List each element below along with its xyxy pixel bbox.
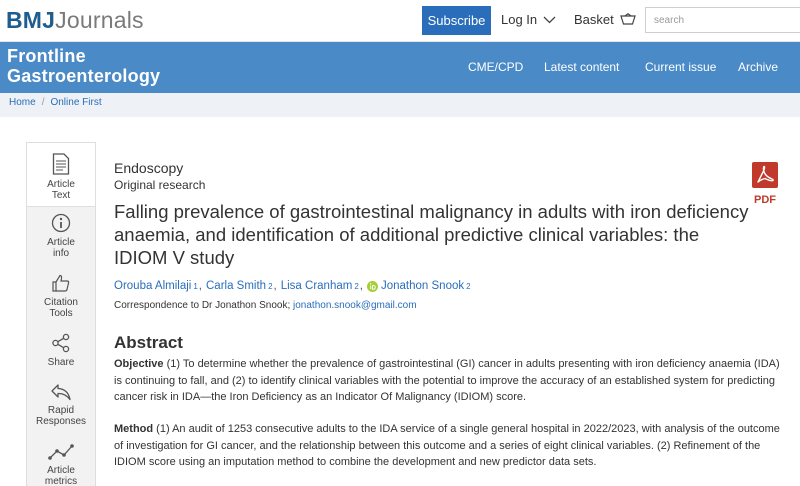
basket-link[interactable]: [574, 12, 636, 27]
author-link[interactable]: Lisa Cranham: [280, 280, 353, 292]
affiliation-ref[interactable]: 2: [268, 281, 273, 291]
bmj-journals-logo[interactable]: BMJJournals: [6, 7, 144, 33]
rail-citation-tools[interactable]: Citation Tools: [27, 273, 95, 319]
subscribe-button[interactable]: Subscribe: [422, 6, 491, 35]
nav-archive[interactable]: Archive: [738, 60, 779, 74]
chevron-down-icon: [543, 16, 556, 24]
nav-cme-cpd[interactable]: CME/CPD: [468, 60, 524, 74]
abstract-method: Method (1) An audit of 1253 consecutive adults to the IDA service of a single general hospital in 2022/2023, with analysis of the outcome of investigation for GI cancer, and the relationship between this outcome and a series of eight clinical variables. (2) Refinement of the IDIOM score using an imputation method to combine the development and new predictor data sets.: [114, 423, 780, 468]
basket-icon: [620, 13, 636, 26]
article-type: Original research: [114, 178, 206, 192]
thumbs-up-icon: [51, 273, 71, 293]
rail-article-metrics[interactable]: Article metrics: [27, 443, 95, 486]
pdf-label: PDF: [754, 194, 776, 206]
reply-icon: [50, 383, 72, 401]
breadcrumb-bar: [0, 93, 800, 117]
author-link[interactable]: Carla Smith: [206, 280, 267, 292]
login-label: Log In: [501, 12, 538, 27]
orcid-icon[interactable]: [367, 281, 378, 292]
breadcrumb-online-first[interactable]: Online First: [50, 97, 102, 108]
correspondence: Correspondence to Dr Jonathon Snook; jonathon.snook@gmail.com: [114, 300, 417, 311]
affiliation-ref[interactable]: 2: [466, 281, 471, 291]
article-title: Falling prevalence of gastrointestinal malignancy in adults with iron deficiency anaemia, and identification of additional predictive clinical variables: the IDIOM V study: [114, 201, 749, 268]
abstract-objective: Objective (1) To determine whether the prevalence of gastrointestinal (GI) cancer in adults presenting with iron deficiency anaemia (IDA) is continuing to fall, and (2) to identify clinical variables with the potential to improve the accuracy of an established system for predicting cancer risk in IDA—the Iron Deficiency as an Indicator Of Malignancy (IDIOM) score.: [114, 358, 780, 403]
rail-article-info[interactable]: Article info: [27, 213, 95, 259]
breadcrumb-home[interactable]: Home: [9, 97, 36, 108]
document-icon: [52, 153, 70, 175]
login-menu[interactable]: [501, 12, 556, 27]
author-link[interactable]: Jonathon Snook: [380, 280, 465, 292]
metrics-icon: [48, 443, 74, 461]
author-link[interactable]: Orouba Almilaji: [114, 280, 192, 292]
basket-label: Basket: [574, 12, 614, 27]
objective-label: Objective: [114, 358, 164, 370]
pdf-icon: [752, 162, 778, 188]
correspondence-email-link[interactable]: jonathon.snook@gmail.com: [293, 300, 417, 311]
nav-latest-content[interactable]: Latest content: [544, 60, 620, 74]
abstract-heading: Abstract: [114, 333, 183, 352]
search-input[interactable]: [645, 7, 800, 33]
rail-article-text[interactable]: Article Text: [27, 143, 95, 207]
author-list: Orouba Almilaji 1 , Carla Smith 2 , Lisa Cranham 2 , Jonathon Snook 2: [114, 280, 471, 292]
rail-rapid-responses[interactable]: Rapid Responses: [27, 383, 95, 427]
share-icon: [51, 333, 71, 353]
pdf-download-link[interactable]: [751, 162, 779, 206]
rail-share[interactable]: Share: [27, 333, 95, 368]
journal-banner: [0, 42, 800, 93]
method-label: Method: [114, 423, 154, 435]
affiliation-ref[interactable]: 1: [193, 281, 198, 291]
article-tools-rail: [26, 142, 96, 486]
article-section: Endoscopy: [114, 160, 184, 176]
breadcrumb-separator: /: [41, 97, 45, 108]
affiliation-ref[interactable]: 2: [354, 281, 359, 291]
journal-title[interactable]: Frontline Gastroenterology: [7, 46, 161, 86]
info-icon: [51, 213, 71, 233]
nav-current-issue[interactable]: Current issue: [645, 60, 717, 74]
breadcrumb: [9, 97, 102, 108]
top-bar: [0, 0, 800, 42]
